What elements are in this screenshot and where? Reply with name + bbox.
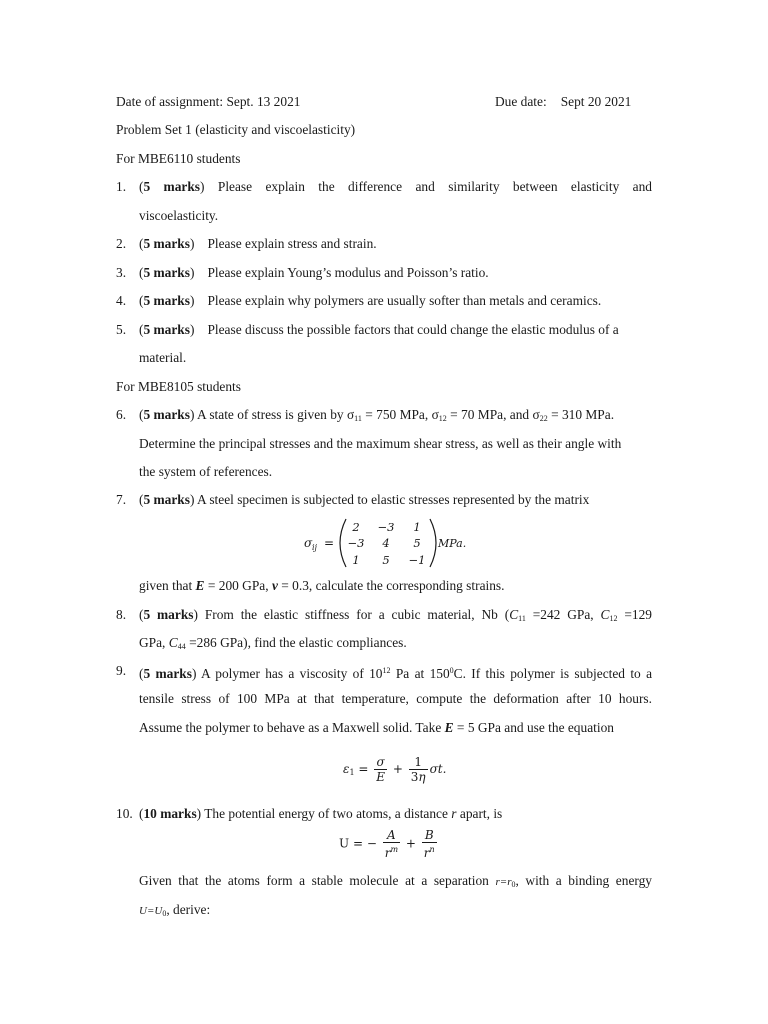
matrix-unit: MPa. — [438, 537, 467, 550]
page-title: Problem Set 1 (elasticity and viscoelasticity) — [116, 122, 356, 137]
stress-matrix-equation — [304, 516, 474, 573]
matrix-cell: 1 — [413, 520, 421, 534]
question-number: 3. — [116, 265, 127, 280]
svg-text:=: = — [324, 536, 335, 550]
matrix-cell: −3 — [377, 520, 395, 534]
svg-text:σ: σ — [304, 536, 313, 550]
assignment-date: Date of assignment: Sept. 13 2021 — [116, 94, 301, 109]
question-6: (5 marks) A state of stress is given by $\sigma_{11} = 750$ MPa, $\sigma_{12} = 70$ MPa, and $\sigma_{22} = 310$ MPa. — [139, 407, 615, 423]
question-2: (5 marks) Please explain stress and strain. — [139, 236, 377, 251]
question-6-cont: Determine the principal stresses and the maximum shear stress, as well as their angle with — [139, 436, 622, 451]
matrix-cell: 4 — [382, 536, 390, 550]
question-number: 5. — [116, 322, 127, 337]
question-3: (5 marks) Please explain Young’s modulus and Poisson’s ratio. — [139, 265, 489, 280]
question-1-cont: viscoelasticity. — [139, 208, 219, 223]
svg-text:ij: ij — [312, 543, 318, 552]
matrix-cell: −1 — [408, 553, 426, 567]
maxwell-equation: $\varepsilon_1$ = $\frac{\sigma}{E}$ + $\frac{1}{3\eta}$ σt. — [343, 755, 447, 784]
question-5: (5 marks) Please discuss the possible factors that could change the elastic modulus of a — [139, 322, 619, 337]
question-8: (5 marks) From the elastic stiffness for a cubic material, Nb ($C_{11} =242$ GPa, $C_{12} =129$ — [139, 607, 652, 623]
question-7: (5 marks) A steel specimen is subjected to elastic stresses represented by the matrix — [139, 492, 590, 507]
question-9: (5 marks) A polymer has a viscosity of $10^{12}$ Pa at $150^0C$. If this polymer is subjected to a — [139, 666, 653, 681]
section-heading-mbe6110: For MBE6110 students — [116, 151, 241, 166]
question-number: 1. — [116, 179, 127, 194]
matrix-cell: −3 — [347, 536, 365, 550]
due-date: Due date: Sept 20 2021 — [495, 94, 632, 109]
question-number: 9. — [116, 663, 127, 678]
question-5-cont: material. — [139, 350, 187, 365]
matrix-cell: 5 — [413, 536, 421, 550]
potential-energy-equation: U = − $\frac{A}{r^m}$ + $\frac{B}{r^n}$ — [339, 828, 435, 860]
question-8-cont: GPa, $C_{44} =286$ GPa), find the elastic compliances. — [139, 635, 407, 651]
question-number: 6. — [116, 407, 127, 422]
matrix-cell: 2 — [352, 520, 360, 534]
question-4: (5 marks) Please explain why polymers are usually softer than metals and ceramics. — [139, 293, 602, 308]
matrix-cell: 1 — [352, 553, 360, 567]
question-10: (10 marks) The potential energy of two atoms, a distance r apart, is — [139, 806, 503, 821]
question-number: 8. — [116, 607, 127, 622]
question-6-cont: the system of references. — [139, 464, 273, 479]
question-9-cont: Assume the polymer to behave as a Maxwell solid. Take E = 5 GPa and use the equation — [139, 720, 614, 735]
question-10-given: Given that the atoms form a stable molecule at a separation $r=r_0$, with a binding energy — [139, 873, 652, 889]
matrix-cell: 5 — [382, 553, 390, 567]
question-number: 2. — [116, 236, 127, 251]
question-1: (5 marks) Please explain the difference and similarity between elasticity and — [139, 179, 652, 194]
question-7-given: given that E = 200 GPa, ν = 0.3, calculate the corresponding strains. — [139, 578, 505, 593]
question-10-derive: $U=U_0$, derive: — [139, 902, 211, 918]
stress-matrix — [304, 516, 474, 570]
question-number: 4. — [116, 293, 127, 308]
question-number: 10. — [116, 806, 133, 821]
question-number: 7. — [116, 492, 127, 507]
section-heading-mbe8105: For MBE8105 students — [116, 379, 241, 394]
question-9-cont: tensile stress of 100 MPa at that temperature, compute the deformation after 10 hours. — [139, 691, 652, 706]
